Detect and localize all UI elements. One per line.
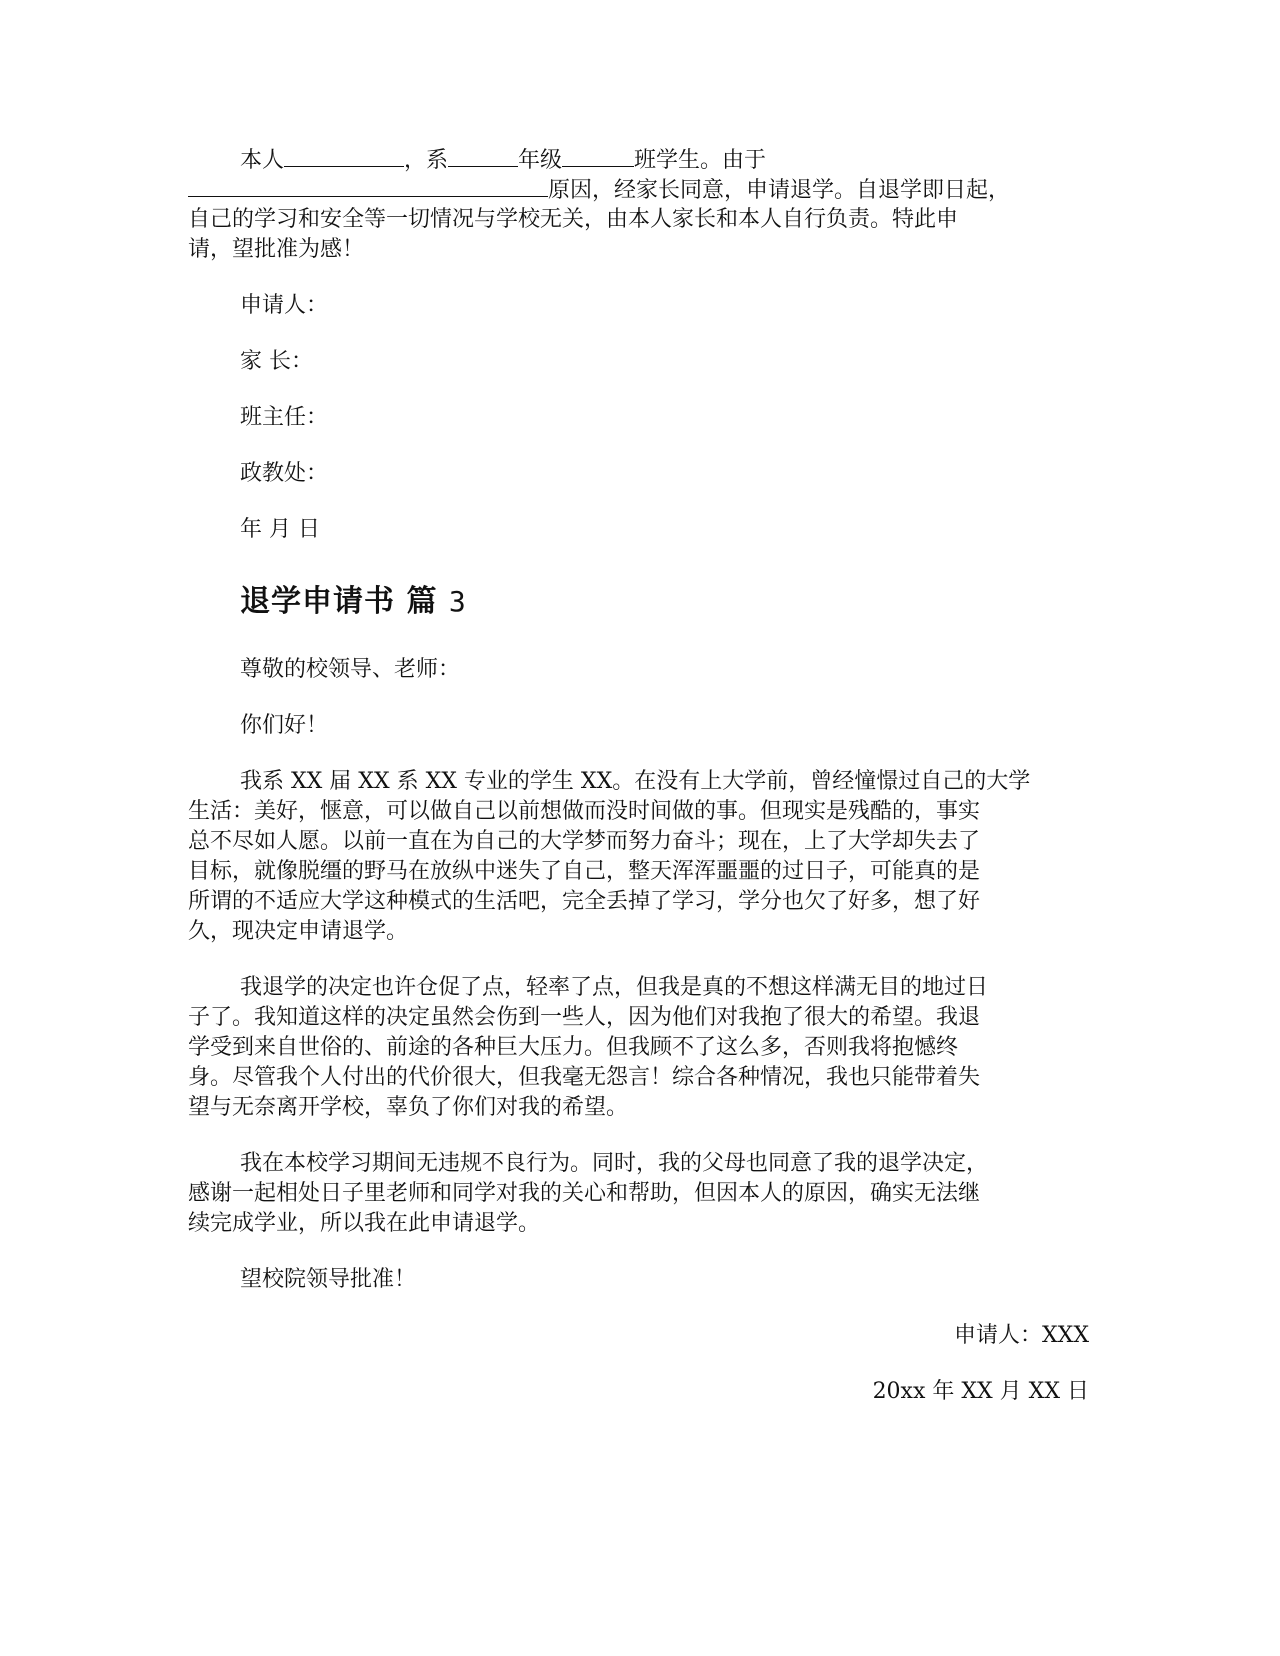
paragraph-2-line: 学受到来自世俗的、前途的各种巨大压力。但我顾不了这么多，否则我将抱憾终 (188, 1035, 959, 1060)
sign-date: 年 月 日 (240, 517, 320, 542)
section-heading (240, 582, 467, 622)
grade-blank (562, 144, 634, 167)
signature: 申请人：XXX (954, 1323, 1089, 1348)
paragraph-2-line: 身。尽管我个人付出的代价很大，但我毫无怨言！综合各种情况，我也只能带着失 (188, 1065, 981, 1090)
paragraph-1-line: 我系 XX 届 XX 系 XX 专业的学生 XX。在没有上大学前，曾经憧憬过自己的大学 (240, 769, 1031, 794)
paragraph-1-line: 生活：美好，惬意，可以做自己以前想做而没时间做的事。但现实是残酷的，事实 (188, 799, 981, 824)
sign-applicant: 申请人： (240, 293, 329, 318)
sign-parent: 家 长： (240, 349, 313, 374)
paragraph-1-line: 总不尽如人愿。以前一直在为自己的大学梦而努力奋斗；现在，上了大学却失去了 (188, 829, 981, 854)
paragraph-1-line: 所谓的不适应大学这种模式的生活吧，完全丢掉了学习，学分也欠了好多，想了好 (188, 889, 981, 914)
sign-teacher: 班主任： (240, 405, 329, 430)
paragraph-3-line: 续完成学业，所以我在此申请退学。 (188, 1211, 541, 1236)
salutation: 尊敬的校领导、老师： (240, 657, 461, 682)
paragraph-2-line: 望与无奈离开学校，辜负了你们对我的希望。 (188, 1095, 629, 1120)
heading-title: 退学申请书 篇 (240, 584, 438, 619)
text-reason: 原因，经家长同意，申请退学。自退学即日起， (548, 178, 1011, 203)
closing: 望校院领导批准！ (240, 1267, 417, 1292)
sign-office: 政教处： (240, 461, 329, 486)
form-line-4: 请，望批准为感！ (188, 237, 365, 262)
text-self: 本人 (240, 148, 285, 173)
paragraph-2-line: 我退学的决定也许仓促了点，轻率了点，但我是真的不想这样满无目的地过日 (240, 975, 989, 1000)
text-grade: 年级 (518, 148, 563, 173)
greeting: 你们好！ (240, 713, 329, 738)
paragraph-1-line: 久，现决定申请退学。 (188, 919, 409, 944)
department-blank (448, 144, 518, 167)
paragraph-3-line: 感谢一起相处日子里老师和同学对我的关心和帮助，但因本人的原因，确实无法继 (188, 1181, 981, 1206)
form-line-2 (188, 174, 1010, 207)
text-class: 班学生。由于 (634, 148, 767, 173)
name-blank (284, 144, 404, 167)
paragraph-3-line: 我在本校学习期间无违规不良行为。同时，我的父母也同意了我的退学决定， (240, 1151, 989, 1176)
form-line-1 (240, 144, 766, 177)
signature-date: 20xx 年 XX 月 XX 日 (872, 1379, 1089, 1404)
paragraph-1-line: 目标，就像脱缰的野马在放纵中迷失了自己，整天浑浑噩噩的过日子，可能真的是 (188, 859, 981, 884)
form-line-3: 自己的学习和安全等一切情况与学校无关，由本人家长和本人自行负责。特此申 (188, 207, 959, 232)
heading-number: 3 (448, 585, 467, 618)
text-department: ，系 (404, 148, 449, 173)
paragraph-2-line: 子了。我知道这样的决定虽然会伤到一些人，因为他们对我抱了很大的希望。我退 (188, 1005, 981, 1030)
reason-blank (188, 174, 548, 197)
